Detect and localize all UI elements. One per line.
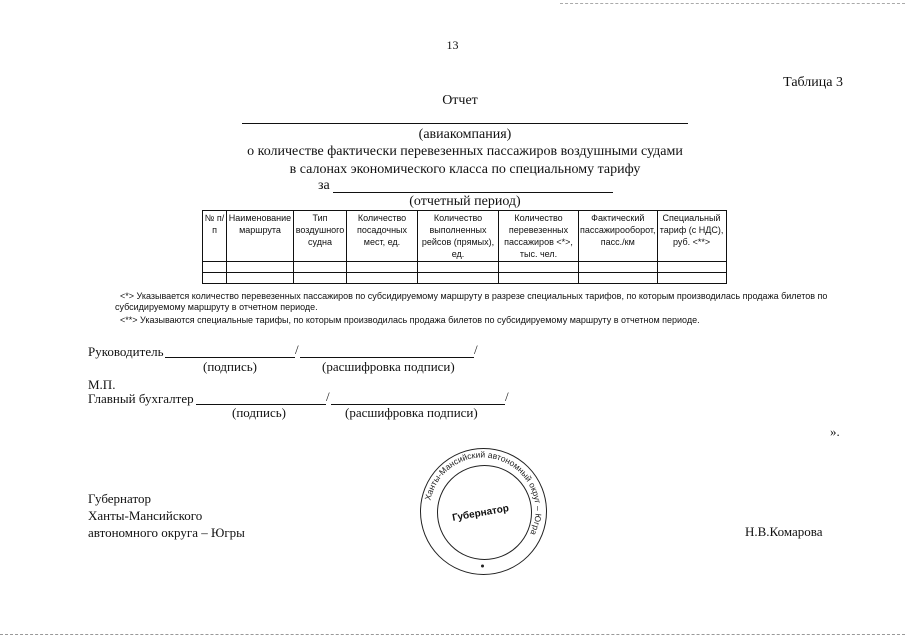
governor-line-3: автономного округа – Югры — [88, 525, 245, 540]
governor-line-2: Ханты-Мансийского — [88, 508, 203, 523]
head-decode-line — [300, 357, 474, 358]
governor-name: Н.В.Комарова — [745, 524, 823, 539]
stamp-place-label: М.П. — [88, 377, 116, 392]
col-header-number: № п/п — [203, 211, 227, 262]
heading-line-1: о количестве фактически перевезенных пассажиров воздушными судами — [247, 144, 683, 159]
heading-line-2: в салонах экономического класса по специальному тарифу — [289, 162, 641, 177]
head-slash-1: / — [295, 342, 299, 357]
table-header-row — [203, 211, 727, 262]
accountant-slash-2: / — [505, 389, 509, 404]
col-header-flights: Количество выполненных рейсов (прямых), ед. — [418, 211, 499, 262]
scan-edge-top — [560, 3, 905, 4]
accountant-decode-hint: (расшифровка подписи) — [345, 405, 478, 420]
head-decode-hint: (расшифровка подписи) — [322, 359, 455, 374]
report-table — [202, 210, 727, 284]
col-header-special-tariff: Специальный тариф (с НДС), руб. <**> — [657, 211, 726, 262]
svg-text:Ханты-Мансийский автономный ок — [423, 449, 544, 537]
za-label: за — [318, 178, 330, 193]
accountant-label: Главный бухгалтер — [88, 391, 194, 406]
period-label: (отчетный период) — [409, 194, 521, 209]
airline-label: (авиакомпания) — [418, 127, 512, 142]
table-row — [203, 273, 727, 284]
head-signature-line — [165, 357, 295, 358]
airline-fill-line — [242, 123, 688, 124]
footnote-1: <*> Указывается количество перевезенных пассажиров по субсидируемому маршруту в разрезе специальных тарифов, по которым производилась продажа билетов по субсидируемому маршруту в отчетном периоде. — [115, 291, 828, 312]
closing-quote: ». — [830, 424, 840, 439]
accountant-signature-hint: (подпись) — [232, 405, 286, 420]
col-header-route: Наименование маршрута — [227, 211, 294, 262]
head-signature-hint: (подпись) — [203, 359, 257, 374]
scan-edge-bottom — [0, 634, 905, 635]
period-fill-line — [333, 192, 613, 193]
governor-title — [88, 490, 245, 541]
table-label: Таблица 3 — [783, 75, 843, 90]
report-heading — [0, 143, 905, 179]
head-slash-2: / — [474, 342, 478, 357]
page-number: 13 — [446, 38, 459, 52]
head-label: Руководитель — [88, 344, 164, 359]
col-header-aircraft-type: Тип воздушного судна — [294, 211, 347, 262]
footnote-2: <**> Указываются специальные тарифы, по которым производилась продажа билетов по субсидируемому маршруту в отчетном периоде. — [120, 315, 700, 325]
report-title: Отчет — [442, 93, 478, 108]
table-row — [203, 262, 727, 273]
governor-line-1: Губернатор — [88, 491, 151, 506]
col-header-passenger-turnover: Фактический пассажирооборот, пасс./км — [579, 211, 658, 262]
seal-ring-label: Ханты-Мансийский автономный округ – Югра — [422, 449, 544, 537]
accountant-slash-1: / — [326, 389, 330, 404]
col-header-passengers: Количество перевезенных пассажиров <*>, тыс. чел. — [499, 211, 579, 262]
seal-center-text: Губернатор — [451, 503, 510, 524]
col-header-seats: Количество посадочных мест, ед. — [347, 211, 418, 262]
